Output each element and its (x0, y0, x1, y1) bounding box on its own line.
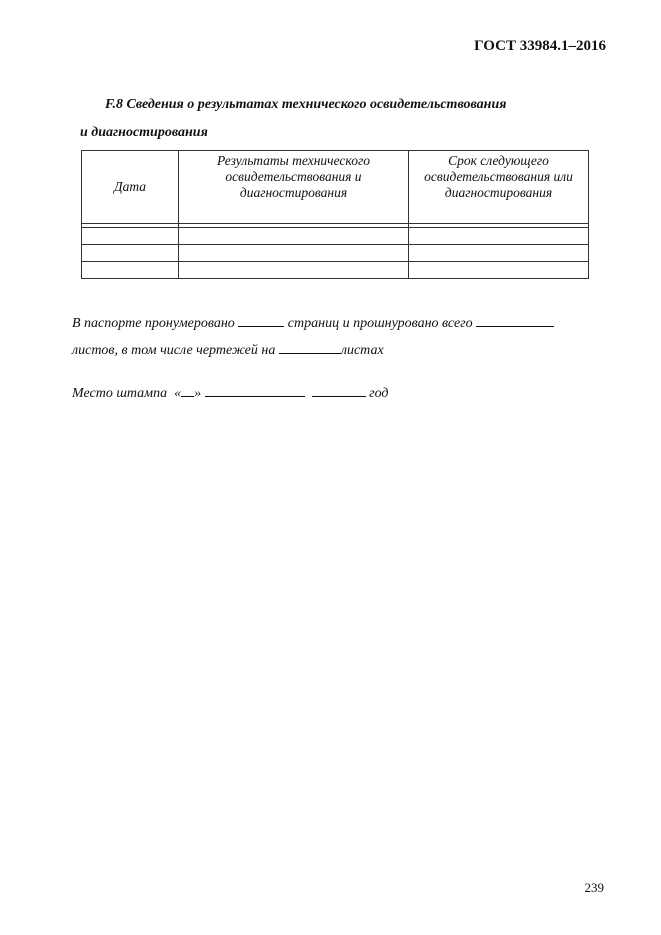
table-row (82, 262, 589, 279)
pages-count-blank (238, 313, 284, 327)
table-cell (409, 245, 589, 262)
table-row (82, 245, 589, 262)
table-cell (82, 262, 179, 279)
column-header-next-date: Срок следующего освидетельствования или диагностирования (409, 151, 589, 224)
inspection-results-table (81, 150, 589, 279)
table-cell (179, 228, 409, 245)
passport-pages-line: В паспорте пронумеровано страниц и прошнуровано всего (72, 313, 554, 332)
document-code: ГОСТ 33984.1–2016 (474, 38, 606, 54)
month-blank (205, 383, 305, 397)
section-title: F.8 Сведения о результатах технического освидетельствования (105, 97, 507, 112)
passport-sheets-line: листов, в том числе чертежей на листах (72, 340, 384, 359)
table-cell (82, 245, 179, 262)
table-row (82, 228, 589, 245)
table-cell (179, 245, 409, 262)
column-header-results: Результаты технического освидетельствования и диагностирования (179, 151, 409, 224)
stamp-line: Место штампа « » год (72, 383, 388, 402)
year-blank (312, 383, 366, 397)
drawings-count-blank (279, 340, 341, 354)
page-number: 239 (584, 880, 604, 895)
column-header-date: Дата (82, 151, 179, 224)
table-cell (179, 262, 409, 279)
table-cell (409, 228, 589, 245)
total-sheets-blank (476, 313, 554, 327)
table-cell (82, 228, 179, 245)
day-blank (181, 383, 194, 397)
table-header-row (82, 151, 589, 224)
section-title-continuation: и диагностирования (80, 125, 208, 140)
table-cell (409, 262, 589, 279)
